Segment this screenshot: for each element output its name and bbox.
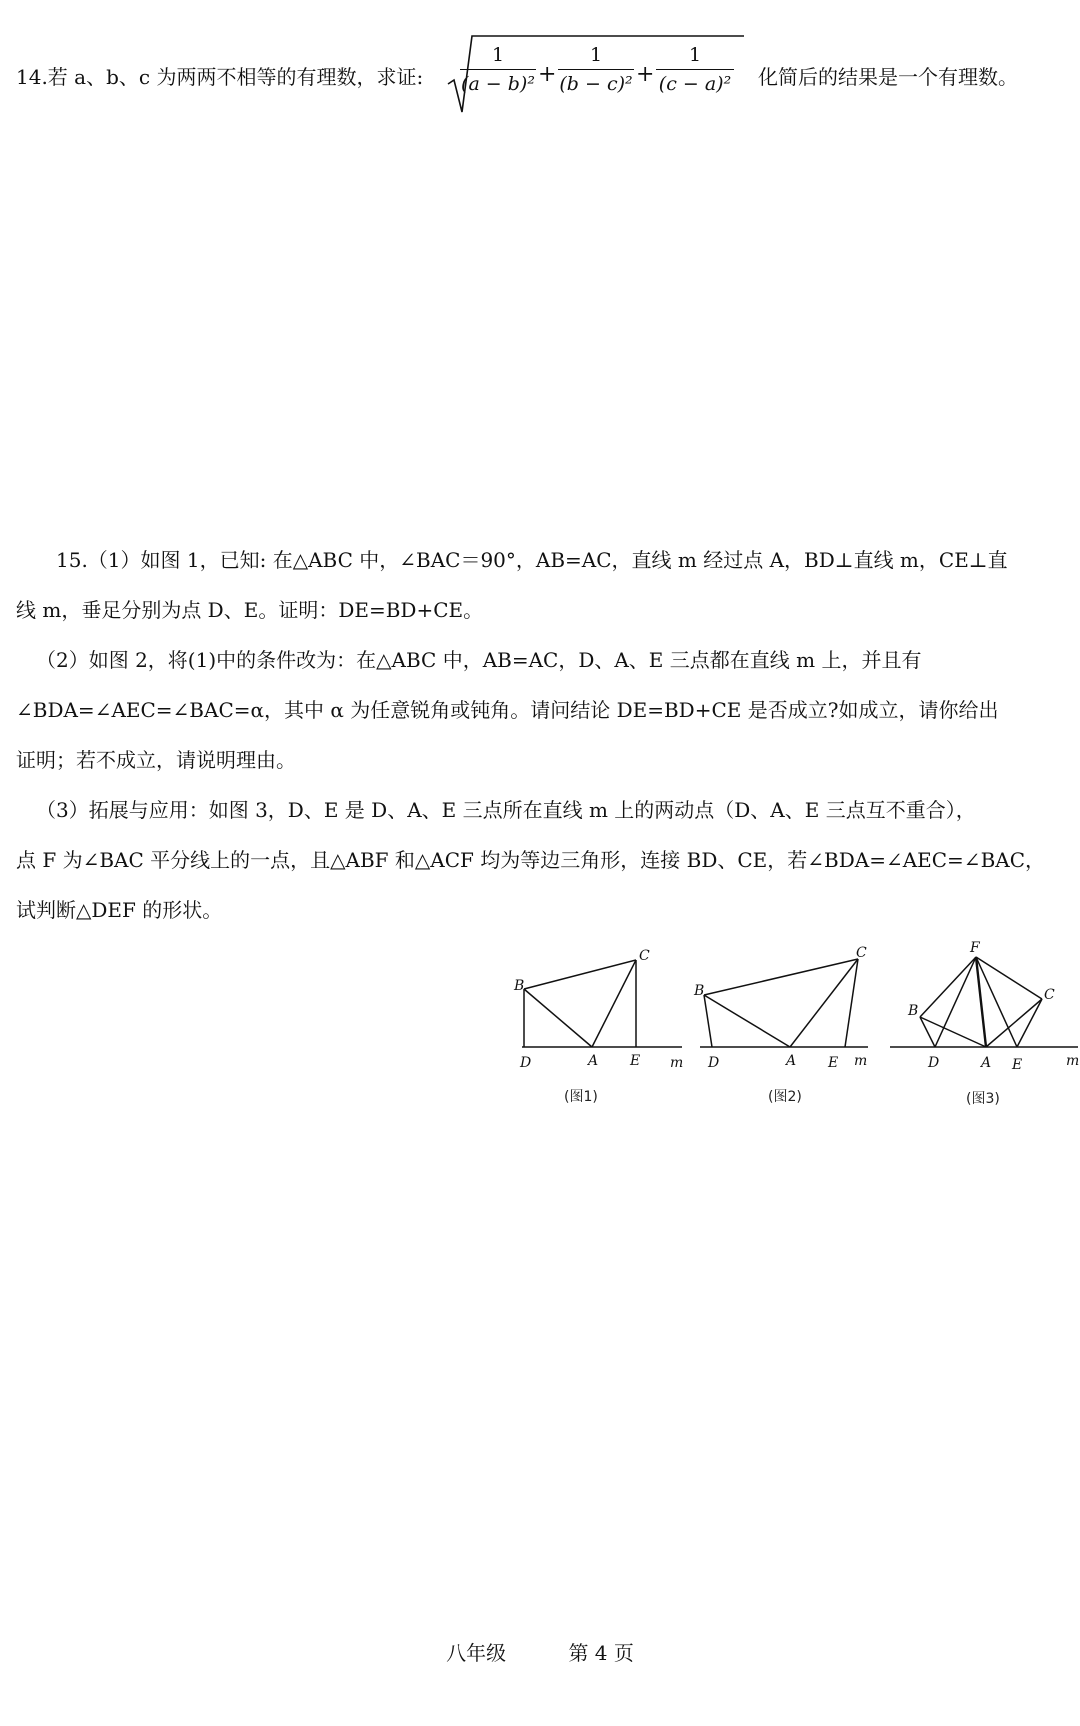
fraction-1-denominator: (a − b)² [461,73,535,95]
label-m: m [1066,1053,1080,1069]
fraction-3 [656,42,734,97]
footer-grade: 八年级 [446,1641,507,1665]
fraction-3-numerator: 1 [688,44,702,66]
label-m: m [670,1055,684,1071]
fraction-2-denominator: (b − c)² [559,73,633,95]
label-C: C [856,945,867,961]
segment-AC [592,960,636,1047]
figure-1-caption: (图1) [564,1089,598,1105]
figure-1 [510,945,690,1115]
fraction-2 [558,42,634,97]
label-D: D [928,1055,940,1071]
segment-AB [524,989,592,1047]
plus-sign-2: + [636,62,655,87]
label-B: B [908,1003,919,1019]
label-E: E [630,1053,641,1069]
figure-2-caption: (图2) [768,1089,802,1105]
segment-BC [524,960,636,989]
label-F: F [970,940,980,956]
label-A: A [786,1053,797,1069]
q15-line-6: （3）拓展与应用：如图 3，D、E 是 D、A、E 三点所在直线 m 上的两动点（D、A、E 三点互不重合）， [36,798,976,822]
label-B: B [514,978,525,994]
plus-sign-1: + [538,62,557,87]
label-A: A [588,1053,599,1069]
label-m: m [854,1053,868,1069]
segment-FB [920,957,976,1017]
fraction-3-denominator: (c − a)² [658,73,732,95]
footer-page-number: 第 4 页 [568,1641,634,1665]
q15-line-5: 证明；若不成立，请说明理由。 [16,748,296,772]
segment-CE [1017,999,1042,1047]
label-E: E [1012,1057,1023,1073]
segment-BA [920,1017,986,1047]
page-footer [0,1638,1080,1668]
segment-BD [704,995,712,1047]
q15-line-3: （2）如图 2，将(1)中的条件改为：在△ABC 中，AB=AC，D、A、E 三点都在直线 m 上，并且有 [36,648,922,672]
q15-line-7: 点 F 为∠BAC 平分线上的一点，且△ABF 和△ACF 均为等边三角形，连接 BD、CE，若∠BDA=∠AEC=∠BAC， [16,848,1046,872]
fraction-2-numerator: 1 [589,44,603,66]
segment-BD [920,1017,935,1047]
label-C: C [639,948,650,964]
figure-3-caption: (图3) [966,1091,1000,1107]
q15-line-4: ∠BDA=∠AEC=∠BAC=α，其中 α 为任意锐角或钝角。请问结论 DE=BD+CE 是否成立?如成立，请你给出 [16,698,999,722]
label-D: D [520,1055,532,1071]
segment-FA [976,957,986,1047]
segment-AB [704,995,790,1047]
q15-line-2: 线 m，垂足分别为点 D、E。证明：DE=BD+CE。 [16,598,484,622]
label-C: C [1044,987,1055,1003]
label-B: B [694,983,705,999]
question-14-text: 14.若 a、b、c 为两两不相等的有理数，求证: [16,65,424,89]
fraction-1 [460,42,536,97]
fraction-1-numerator: 1 [491,44,505,66]
q15-line-1: 15.（1）如图 1，已知: 在△ABC 中，∠BAC＝90°，AB=AC，直线 m 经过点 A，BD⊥直线 m，CE⊥直 [56,548,1008,572]
label-D: D [708,1055,720,1071]
label-A: A [981,1055,992,1071]
figure-2 [690,945,880,1115]
question-14-tail: 化简后的结果是一个有理数。 [758,65,1018,89]
q15-line-8: 试判断△DEF 的形状。 [16,898,223,922]
figure-3 [880,935,1080,1115]
label-E: E [828,1055,839,1071]
